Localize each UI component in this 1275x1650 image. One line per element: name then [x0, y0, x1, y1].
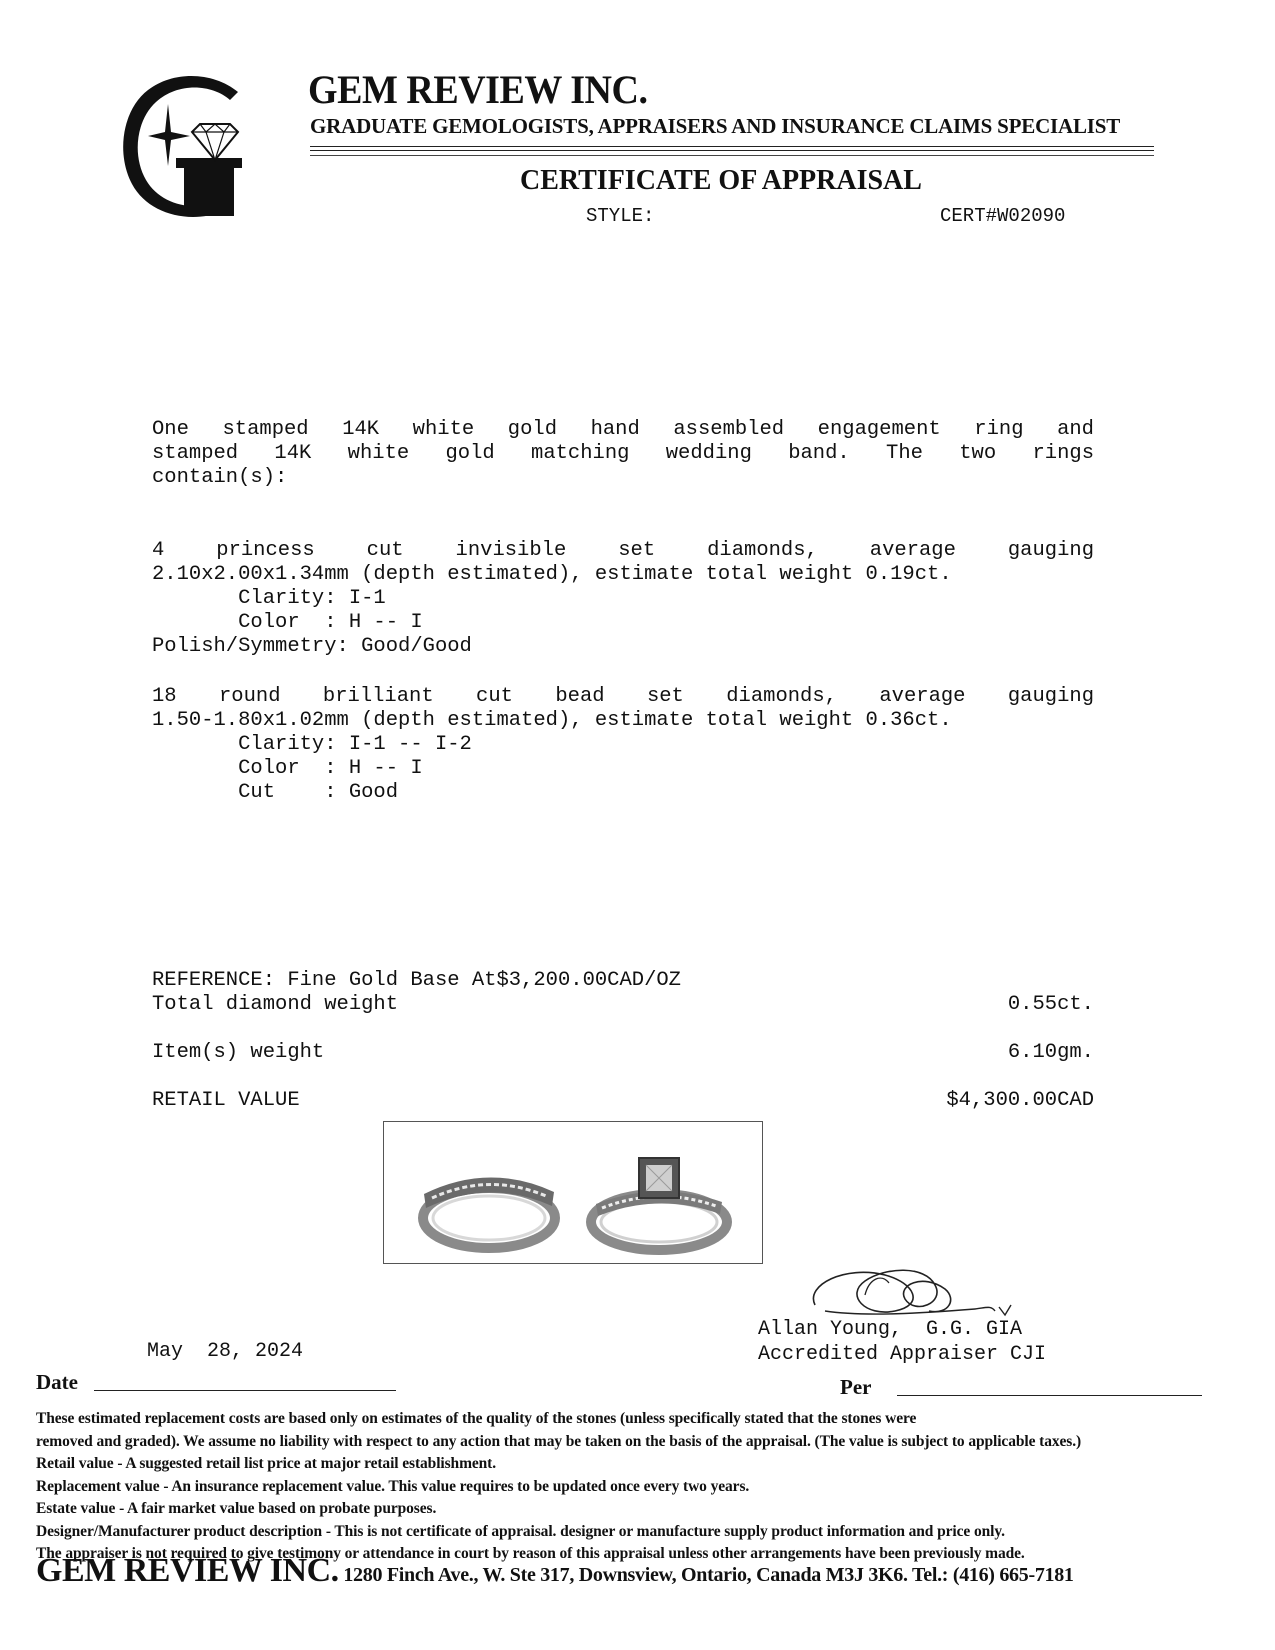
reference-gold-base: REFERENCE: Fine Gold Base At$3,200.00CAD/OZ — [152, 969, 681, 992]
certificate-number: CERT#W02090 — [940, 205, 1066, 227]
stone-measurements: 2.10x2.00x1.34mm (depth estimated), estimate total weight 0.19ct. — [152, 563, 952, 586]
footer-address: 1280 Finch Ave., W. Ste 317, Downsview, Ontario, Canada M3J 3K6. Tel.: (416) 665-7181 — [338, 1564, 1074, 1586]
stone-summary: 4 princess cut invisible set diamonds, average gauging — [152, 539, 1094, 562]
description-line: One stamped 14K white gold hand assembled engagement ring and — [152, 418, 1094, 441]
footer-company-name: GEM REVIEW INC. — [36, 1552, 339, 1589]
stone-color: Color : H -- I — [152, 757, 423, 780]
company-tagline: GRADUATE GEMOLOGISTS, APPRAISERS AND INSURANCE CLAIMS SPECIALIST — [310, 114, 1121, 138]
stone-color: Color : H -- I — [152, 611, 423, 634]
total-weight-value: 0.55ct. — [1007, 993, 1094, 1016]
disclaimer-line: Retail value - A suggested retail list price at major retail establishment. — [36, 1455, 497, 1472]
appraiser-accreditation: Accredited Appraiser CJI — [758, 1343, 1047, 1366]
ring-set-photo — [383, 1121, 763, 1264]
total-weight-row — [152, 993, 1094, 1019]
gem-logo-icon — [118, 70, 258, 222]
stone-clarity: Clarity: I-1 -- I-2 — [152, 733, 472, 756]
retail-value-amount: $4,300.00CAD — [946, 1089, 1094, 1112]
header-double-rule — [310, 146, 1154, 151]
disclaimer-line: Estate value - A fair market value based on probate purposes. — [36, 1500, 437, 1517]
disclaimer-line: The appraiser is not required to give testimony or attendance in court by reason of this appraisal unless other arrangements have been previously made. — [36, 1545, 1025, 1562]
date-label: Date — [36, 1370, 78, 1394]
description-line: stamped 14K white gold matching wedding band. The two rings — [152, 442, 1094, 465]
certificate-title: CERTIFICATE OF APPRAISAL — [520, 165, 922, 196]
disclaimer-line: These estimated replacement costs are based only on estimates of the quality of the stones (unless specifically stated that the stones were — [36, 1410, 917, 1427]
description-line: contain(s): — [152, 466, 288, 489]
retail-value-label: RETAIL VALUE — [152, 1089, 300, 1112]
stone-measurements: 1.50-1.80x1.02mm (depth estimated), estimate total weight 0.36ct. — [152, 709, 952, 732]
per-label: Per — [840, 1375, 872, 1399]
retail-value-row — [152, 1089, 1094, 1115]
stone-group-round — [152, 685, 1094, 805]
disclaimer-line: removed and graded). We assume no liability with respect to any action that may be taken on the basis of the appraisal. (The value is subject to applicable taxes.) — [36, 1432, 1082, 1450]
appraisal-date: May 28, 2024 — [147, 1340, 304, 1363]
header-rule — [310, 155, 1154, 156]
disclaimer-line: Replacement value - An insurance replacement value. This value requires to be updated once every two years. — [36, 1477, 750, 1495]
footer — [36, 1552, 1074, 1590]
disclaimer-line: Designer/Manufacturer product description - This is not certificate of appraisal. designer or manufacture supply product information and price only. — [36, 1522, 1005, 1540]
per-signature-line — [897, 1395, 1202, 1396]
company-name: GEM REVIEW INC. — [308, 67, 648, 112]
reference-row — [152, 969, 1094, 995]
stone-cut: Cut : Good — [152, 781, 399, 804]
item-description — [152, 418, 1094, 490]
date-signature-line — [94, 1390, 396, 1391]
item-weight-row — [152, 1041, 1094, 1067]
style-label: STYLE: — [586, 205, 655, 227]
item-weight-label: Item(s) weight — [152, 1041, 325, 1064]
item-weight-value: 6.10gm. — [1007, 1041, 1094, 1064]
appraiser-name: Allan Young, G.G. GIA — [758, 1318, 1023, 1341]
total-weight-label: Total diamond weight — [152, 993, 399, 1016]
stone-group-princess — [152, 539, 1094, 659]
stone-clarity: Clarity: I-1 — [152, 587, 386, 610]
disclaimer-block — [36, 1408, 1246, 1566]
appraiser-credentials — [758, 1317, 1046, 1367]
stone-polish-symmetry: Polish/Symmetry: Good/Good — [152, 635, 472, 658]
stone-summary: 18 round brilliant cut bead set diamonds, average gauging — [152, 685, 1094, 708]
